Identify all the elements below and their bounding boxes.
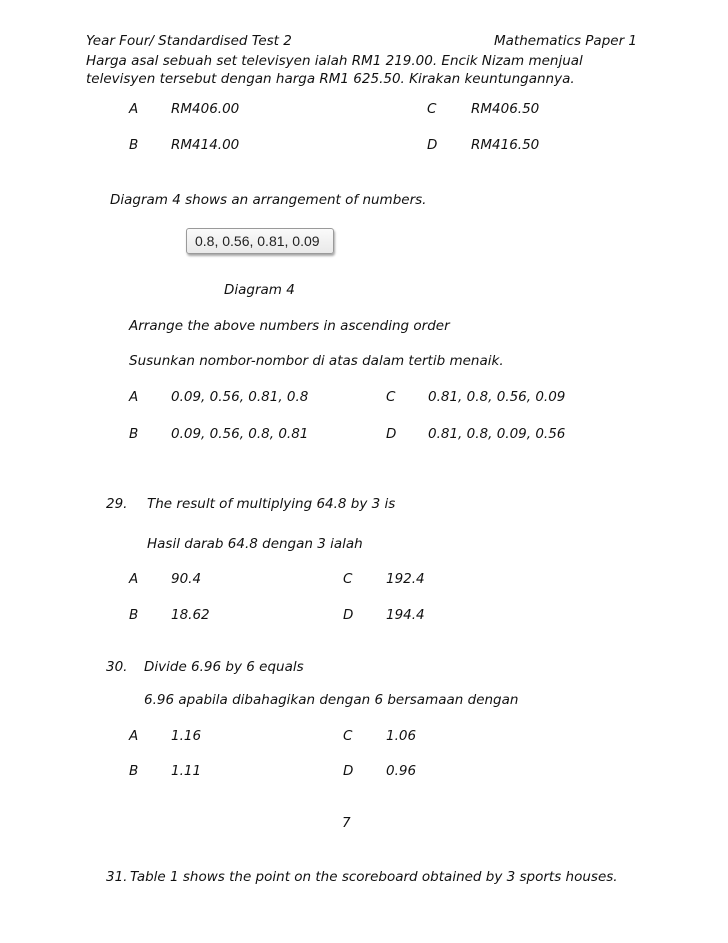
option-letter: A: [129, 101, 139, 117]
option-letter: C: [343, 571, 353, 587]
option-text: 0.96: [386, 763, 417, 779]
question-28-malay: Susunkan nombor-nombor di atas dalam tertib menaik.: [129, 353, 504, 369]
question-27-line-2: televisyen tersebut dengan harga RM1 625.50. Kirakan keuntungannya.: [86, 71, 575, 87]
option-letter: B: [129, 607, 139, 623]
option-text: 0.81, 0.8, 0.09, 0.56: [428, 426, 566, 442]
option-letter: B: [129, 426, 139, 442]
option-letter: D: [427, 137, 438, 153]
option-text: RM406.00: [171, 101, 240, 117]
option-letter: B: [129, 137, 139, 153]
question-30-malay: 6.96 apabila dibahagikan dengan 6 bersamaan dengan: [144, 692, 519, 708]
question-29-number: 29.: [106, 496, 128, 512]
question-31-text: Table 1 shows the point on the scoreboard obtained by 3 sports houses.: [130, 869, 618, 885]
option-letter: C: [427, 101, 437, 117]
option-text: 194.4: [386, 607, 425, 623]
option-text: 18.62: [171, 607, 210, 623]
page-number: 7: [342, 815, 351, 831]
header-left: Year Four/ Standardised Test 2: [86, 33, 292, 49]
option-text: RM406.50: [471, 101, 540, 117]
option-text: 0.81, 0.8, 0.56, 0.09: [428, 389, 566, 405]
option-text: 192.4: [386, 571, 425, 587]
option-text: 1.16: [171, 728, 202, 744]
header-right: Mathematics Paper 1: [494, 33, 638, 49]
question-28-intro: Diagram 4 shows an arrangement of numbers.: [110, 192, 427, 208]
option-letter: D: [343, 607, 354, 623]
option-text: 0.09, 0.56, 0.81, 0.8: [171, 389, 309, 405]
question-29-malay: Hasil darab 64.8 dengan 3 ialah: [147, 536, 363, 552]
question-30-english: Divide 6.96 by 6 equals: [144, 659, 304, 675]
question-27-line-1: Harga asal sebuah set televisyen ialah RM1 219.00. Encik Nizam menjual: [86, 53, 583, 69]
option-letter: B: [129, 763, 139, 779]
option-letter: D: [343, 763, 354, 779]
option-text: 1.06: [386, 728, 417, 744]
option-letter: D: [386, 426, 397, 442]
option-letter: C: [343, 728, 353, 744]
option-text: 0.09, 0.56, 0.8, 0.81: [171, 426, 309, 442]
diagram-4-number-box: [186, 228, 334, 254]
option-letter: A: [129, 728, 139, 744]
option-letter: A: [129, 571, 139, 587]
option-letter: C: [386, 389, 396, 405]
option-text: RM414.00: [171, 137, 240, 153]
question-31-number: 31.: [106, 869, 128, 885]
question-29-english: The result of multiplying 64.8 by 3 is: [147, 496, 396, 512]
option-text: RM416.50: [471, 137, 540, 153]
option-text: 1.11: [171, 763, 202, 779]
option-text: 90.4: [171, 571, 202, 587]
question-28-english: Arrange the above numbers in ascending order: [129, 318, 450, 334]
diagram-4-caption: Diagram 4: [224, 282, 295, 298]
diagram-4-numbers: 0.8, 0.56, 0.81, 0.09: [195, 233, 320, 249]
option-letter: A: [129, 389, 139, 405]
question-30-number: 30.: [106, 659, 128, 675]
